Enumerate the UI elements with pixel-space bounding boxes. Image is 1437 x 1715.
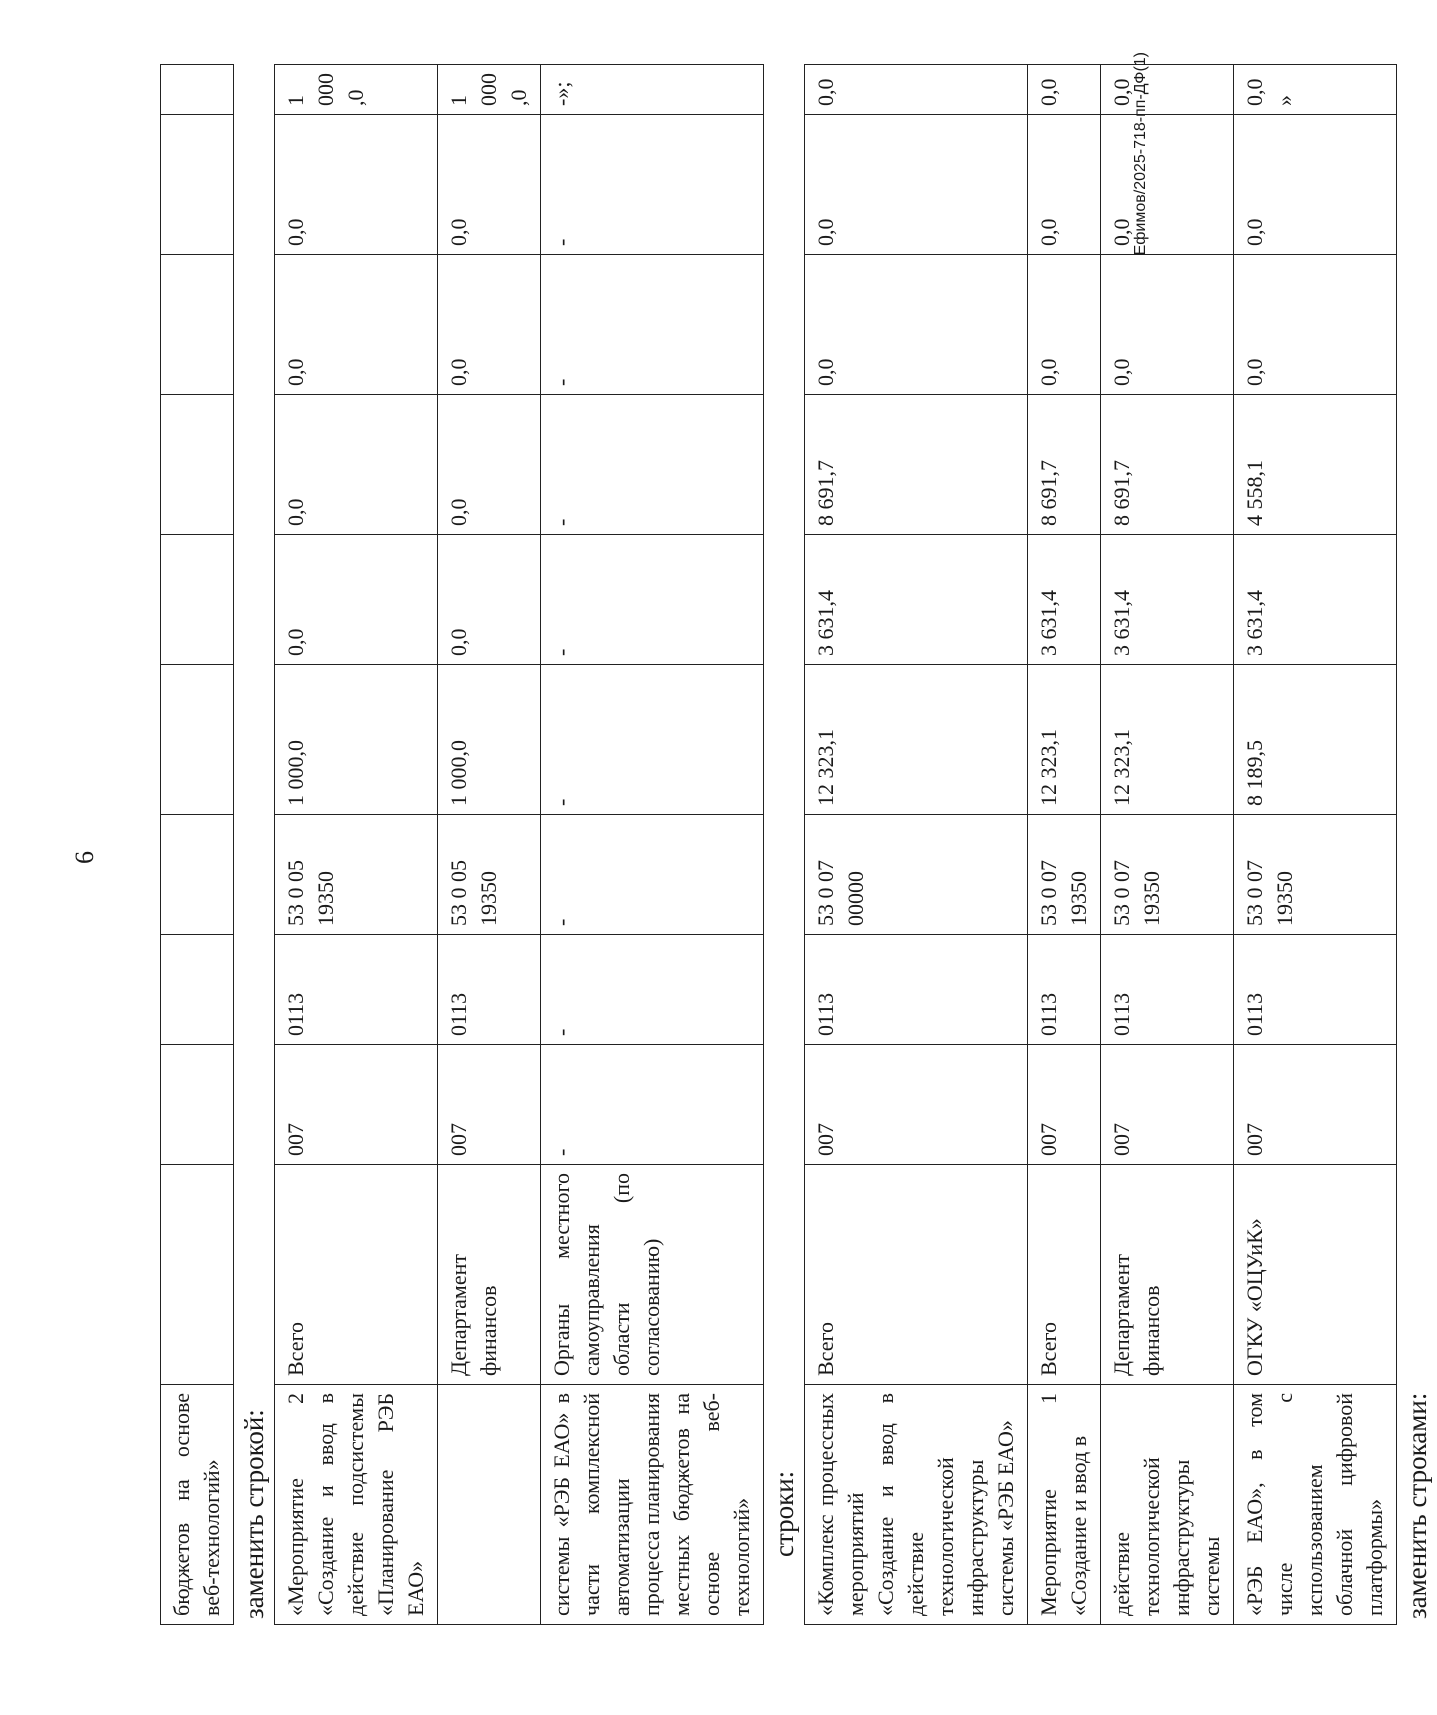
table-cell [161,535,234,665]
table-cell: 007 [1028,1045,1101,1165]
table-row [1234,65,1397,1625]
table-cell: 0113 [275,935,438,1045]
table-cell: 0113 [1028,935,1101,1045]
table-cell: 0,0 [1028,65,1101,115]
table-row [1101,65,1234,1625]
table-cell: 0113 [1101,935,1234,1045]
table-cell: 8 189,5 [1234,665,1397,815]
table-cell: 0,0 [805,255,1028,395]
table-cell: 0,0 [1028,115,1101,255]
table-cell: 3 631,4 [1028,535,1101,665]
table-cell: 0,0 [438,255,541,395]
table-row [438,65,541,1625]
table-cell: 0,0 [438,535,541,665]
page-number: 6 [70,851,99,864]
table-cell: -»; [541,65,764,115]
row-description-cell: бюджетов на основе веб-технологий» [161,1385,234,1625]
executor-cell: Всего [805,1165,1028,1385]
document-code: Ефимов/2025-718-пп-ДФ(1) [1132,52,1149,256]
table-cell: 0,0 [805,115,1028,255]
table-cell: 0113 [805,935,1028,1045]
row-description-cell: Мероприятие 1 «Создание и ввод в [1028,1385,1101,1625]
row-description-cell: «Мероприятие 2 «Создание и ввод в действие подсистемы «Планирование РЭБ ЕАО» [275,1385,438,1625]
table-cell: 0,0 [275,255,438,395]
executor-cell: ОГКУ «ОЦУиК» [1234,1165,1397,1385]
table-continuation [160,64,234,1625]
table-cell: 0,0 [438,115,541,255]
table-rows [804,64,1397,1625]
table-cell: 0,0 [275,115,438,255]
table-row [1028,65,1101,1625]
table-cell [161,815,234,935]
table-cell: 3 631,4 [805,535,1028,665]
table-cell: 0,0 [275,535,438,665]
table-cell: 0113 [438,935,541,1045]
table-cell: 8 691,7 [1028,395,1101,535]
table-cell: 007 [805,1045,1028,1165]
table-cell: 53 0 07 19350 [1234,815,1397,935]
table-cell: 0,0 [1234,115,1397,255]
table-cell: 4 558,1 [1234,395,1397,535]
table-cell [161,115,234,255]
table-cell: 8 691,7 [805,395,1028,535]
row-description-cell [438,1385,541,1625]
table-cell: 0,0» [1234,65,1397,115]
table-cell: - [541,665,764,815]
table-cell: 0,0 [1234,255,1397,395]
table-cell: 1 000,0 [275,665,438,815]
table-cell: - [541,1045,764,1165]
row-description-cell: системы «РЭБ ЕАО» в части комплексной автоматизации процесса планирования местных бюджетов на основе веб-технологий» [541,1385,764,1625]
table-cell: 53 0 05 19350 [438,815,541,935]
table-cell: - [541,935,764,1045]
table-cell: 53 0 07 19350 [1028,815,1101,935]
row-description-cell: действие технологической инфраструктуры системы [1101,1385,1234,1625]
table-cell: 12 323,1 [1101,665,1234,815]
table-cell: - [541,395,764,535]
caption-replace-rows: заменить строками: [1402,1392,1432,1619]
table-cell: 0,0 [805,65,1028,115]
executor-cell: Всего [1028,1165,1101,1385]
table-replacement-row [274,64,764,1625]
table-cell: 0,0 [1101,255,1234,395]
caption-rows: строки: [769,1470,799,1557]
table-cell: 007 [438,1045,541,1165]
table-cell: 3 631,4 [1101,535,1234,665]
row-description-cell: «РЭБ ЕАО», в том числе с использованием облачной цифровой платформы» [1234,1385,1397,1625]
table-cell: 0113 [1234,935,1397,1045]
table-cell [161,935,234,1045]
table-cell: - [541,115,764,255]
table-cell: 007 [1234,1045,1397,1165]
table-cell [161,665,234,815]
table-cell: 53 0 07 00000 [805,815,1028,935]
table-cell: 0,0 [1101,115,1234,255]
table-cell: 0,0 [1028,255,1101,395]
table-row [805,65,1028,1625]
table-cell: - [541,535,764,665]
document-body [160,65,1437,1625]
table-cell: 8 691,7 [1101,395,1234,535]
table-row [161,65,234,1625]
caption-replace-row: заменить строкой: [239,1409,269,1619]
table-cell: 3 631,4 [1234,535,1397,665]
executor-cell [161,1165,234,1385]
executor-cell: Департамент финансов [1101,1165,1234,1385]
table-cell: 1 000,0 [275,65,438,115]
table-cell [161,395,234,535]
table-cell: - [541,815,764,935]
table-cell: 007 [275,1045,438,1165]
table-cell: 1 000,0 [438,665,541,815]
table-row [275,65,438,1625]
executor-cell: Департамент финансов [438,1165,541,1385]
table-cell: 007 [1101,1045,1234,1165]
table-cell: 0,0 [438,395,541,535]
table-cell: 53 0 05 19350 [275,815,438,935]
table-cell: 12 323,1 [1028,665,1101,815]
table-cell: 0,0 [275,395,438,535]
executor-cell: Всего [275,1165,438,1385]
table-cell [161,1045,234,1165]
table-cell: 12 323,1 [805,665,1028,815]
table-cell [161,255,234,395]
table-cell: 53 0 07 19350 [1101,815,1234,935]
table-row [541,65,764,1625]
table-cell: 1 000,0 [438,65,541,115]
table-cell: 0,0 [1101,65,1234,115]
table-cell [161,65,234,115]
executor-cell: Органы местного самоуправления области (по согласованию) [541,1165,764,1385]
row-description-cell: «Комплекс процессных мероприятий «Создание и ввод в действие технологической инфраструктуры системы «РЭБ ЕАО» [805,1385,1028,1625]
table-cell: - [541,255,764,395]
